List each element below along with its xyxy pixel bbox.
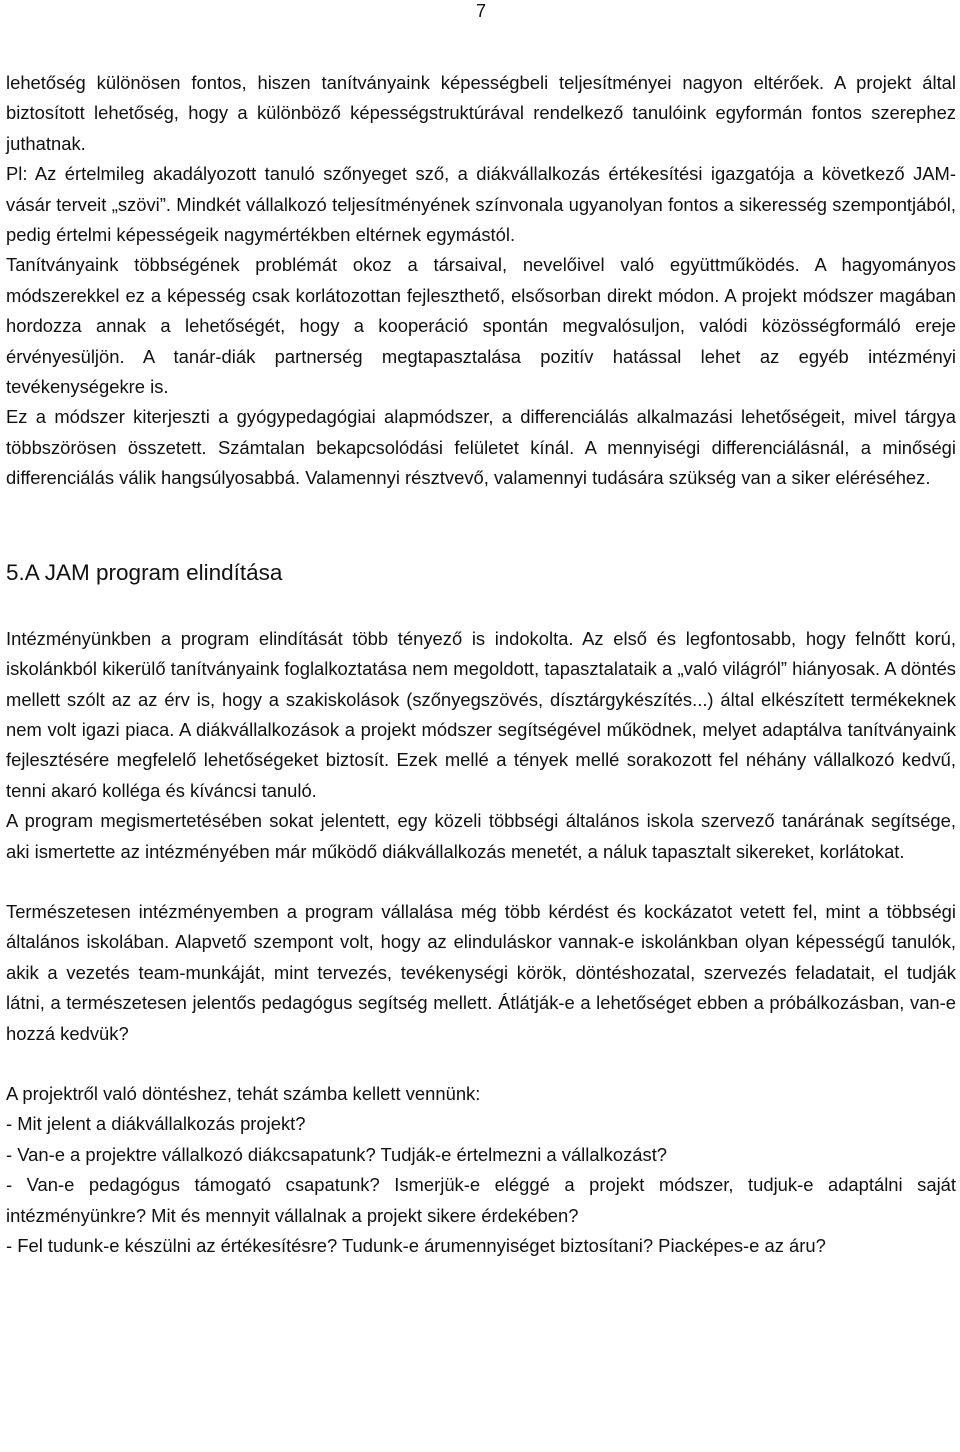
paragraph: Intézményünkben a program elindítását több tényező is indokolta. Az első és legfontosabb, hogy felnőtt korú, iskolánkból kikerülő tanítványaink foglalkoztatása nem megoldott, tapasztalataik a „való világról” hiányosak. A döntés mellett szólt az az érv is, hogy a szakiskolások (szőnyegszövés, dísztárgykészítés...) által elkészített termékeknek nem volt igazi piaca. A diákvállalkozások a projekt módszer segítségével működnek, melyet adaptálva tanítványaink fejlesztésére megfelelő lehetőségeket biztosít. Ezek mellé a tények mellé sorakozott fel néhány vállalkozó kedvű, tenni akaró kolléga és kíváncsi tanuló.: [6, 627, 956, 801]
paragraph: A program megismertetésében sokat jelentett, egy közeli többségi általános iskola szervező tanárának segítsége, aki ismertette az intézményében már működő diákvállalkozás menetét, a náluk tapasztalt sikereket, korlátokat.: [6, 810, 956, 862]
list-item: - Van-e pedagógus támogató csapatunk? Ismerjük-e eléggé a projekt módszer, tudjuk-e adaptálni saját intézményünkre? Mit és mennyit vállalnak a projekt sikere érdekében?: [6, 1174, 956, 1226]
list-intro: A projektről való döntéshez, tehát számba kellett vennünk:: [6, 1082, 481, 1104]
page-number: 7: [475, 1, 486, 21]
list-item: - Fel tudunk-e készülni az értékesítésre? Tudunk-e árumennyiséget biztosítani? Piacképes-e az áru?: [6, 1235, 826, 1256]
document-body: [6, 68, 956, 1261]
paragraph: lehetőség különösen fontos, hiszen tanítványaink képességbeli teljesítményei nagyon eltérőek. A projekt által biztosított lehetőség, hogy a különböző képességstruktúrával rendelkező tanulóink egyformán fontos szerephez juthatnak.: [6, 72, 956, 154]
list-item: - Van-e a projektre vállalkozó diákcsapatunk? Tudják-e értelmezni a vállalkozást?: [6, 1143, 668, 1165]
paragraph: Ez a módszer kiterjeszti a gyógypedagógiai alapmódszer, a differenciálás alkalmazási lehetőségeit, mivel tárgya többszörösen összetett. Számtalan bekapcsolódási felületet kínál. A mennyiségi differenciálásnál, a minőségi differenciálás válik hangsúlyosabbá. Valamennyi résztvevő, valamennyi tudására szükség van a siker eléréséhez.: [6, 406, 956, 489]
paragraph: Pl: Az értelmileg akadályozott tanuló szőnyeget sző, a diákvállalkozás értékesítési igazgatója a következő JAM-vásár terveit „szövi”. Mindkét vállalkozó teljesítményének színvonala ugyanolyan fontos a sikeresség szempontjából, pedig értelmi képességeik nagymértékben eltérnek egymástól.: [6, 163, 956, 246]
paragraph: Tanítványaink többségének problémát okoz a társaival, nevelőivel való együttműködés. A hagyományos módszerekkel ez a képesség csak korlátozottan fejleszthető, elsősorban direkt módon. A projekt módszer magában hordozza annak a lehetőségét, hogy a kooperáció spontán megvalósuljon, valódi közösségformáló ereje érvényesüljön. A tanár-diák partnerség megtapasztalása pozitív hatással lehet az egyéb intézményi tevékenységekre is.: [6, 254, 956, 398]
section-heading: 5.A JAM program elindítása: [6, 559, 283, 585]
paragraph: Természetesen intézményemben a program vállalása még több kérdést és kockázatot vetett fel, mint a többségi általános iskolában. Alapvető szempont volt, hogy az elinduláskor vannak-e iskolánkban olyan képességű tanulók, akik a vezetés team-munkáját, mint tervezés, tevékenységi körök, döntéshozatal, szervezés feladatait, el tudják látni, a természetesen jelentős pedagógus segítség mellett. Átlátják-e a lehetőséget ebben a próbálkozásban, van-e hozzá kedvük?: [6, 900, 956, 1044]
list-item: - Mit jelent a diákvállalkozás projekt?: [6, 1113, 306, 1135]
